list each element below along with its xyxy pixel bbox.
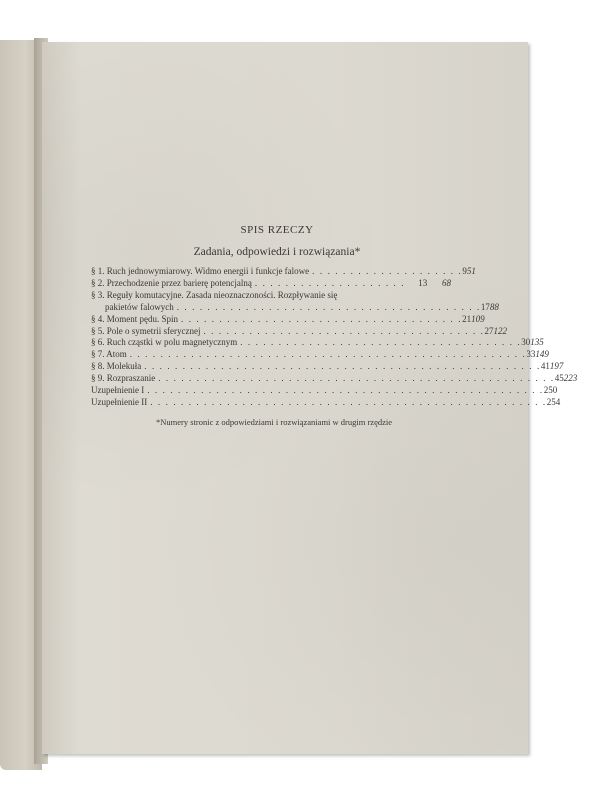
toc-entry-label: § 6. Ruch cząstki w polu magnetycznym	[91, 337, 238, 348]
toc-entry-page: 21	[462, 313, 472, 324]
toc-entry-label: § 4. Moment pędu. Spin	[91, 313, 178, 324]
toc-row: § 6. Ruch cząstki w polu magnetycznym . . . . . . . . . . . . . . . . . . . . . . . . . . . . . . . . . . . . . 30 135	[91, 337, 544, 348]
toc-entry-answer-page: 223	[563, 373, 578, 384]
toc-subtitle: Zadania, odpowiedzi i rozwiązania*	[193, 246, 361, 258]
toc-footnote: *Numery stronic z odpowiedziami i rozwiązaniami w drugim rzędzie	[155, 416, 393, 427]
toc-entry-answer-page: 88	[489, 301, 499, 312]
toc-entry-answer-page: 149	[535, 349, 549, 360]
toc-entry-page: 250	[543, 385, 558, 396]
toc-entry-label: pakietów falowych	[105, 301, 174, 312]
toc-row: § 8. Molekuła . . . . . . . . . . . . . . . . . . . . . . . . . . . . . . . . . . . . . . . . . . . . . . . . . . . . 41 197	[91, 361, 564, 372]
toc-row: § 2. Przechodzenie przez barierę potencjalną . . . . . . . . . . . . . . . . . . . . 13 68	[91, 277, 451, 288]
toc-entry-page: 30	[521, 337, 531, 348]
toc-entry-page: 254	[546, 396, 561, 407]
book-page	[42, 42, 578, 754]
toc-entry-label: § 7. Atom	[91, 349, 127, 360]
toc-entry-answer-page: 109	[471, 313, 485, 324]
toc-row	[91, 290, 451, 302]
toc-list	[91, 266, 578, 409]
toc-row: § 4. Moment pędu. Spin . . . . . . . . . . . . . . . . . . . . . . . . . . . . . . . . . . . . . 21 109	[91, 313, 485, 324]
toc-entry-label: Uzupełnienie II	[91, 396, 148, 407]
toc-entry-page: 13	[418, 277, 428, 288]
toc-entry-page: 33	[526, 349, 536, 360]
toc-row: § 9. Rozpraszanie . . . . . . . . . . . . . . . . . . . . . . . . . . . . . . . . . . . . . . . . . . . . . . . . . . . . 45 223	[91, 373, 578, 384]
toc-entry-page: 9	[462, 266, 467, 276]
toc-entry-answer-page: 135	[530, 337, 544, 348]
toc-entry-page: 17	[480, 301, 490, 312]
toc-row: § 5. Pole o symetrii sferycznej . . . . . . . . . . . . . . . . . . . . . . . . . . . . . . . . . . . . . 27 122	[91, 325, 508, 336]
toc-entry-page: 41	[540, 361, 550, 372]
toc-entry-answer-page: 197	[549, 361, 564, 372]
toc-entry-label: § 9. Rozpraszanie	[91, 373, 156, 384]
toc-entry-label: Uzupełnienie I	[91, 385, 145, 396]
toc-entry-answer-page: 122	[493, 325, 508, 336]
toc-entry-answer-page: 68	[442, 277, 451, 288]
toc-entry-page: 45	[554, 373, 564, 384]
toc-entry-label: § 3. Reguły komutacyjne. Zasada nieoznaczoności. Rozpływanie się	[91, 289, 338, 300]
toc-entry-label: § 5. Pole o symetrii sferycznej	[91, 325, 201, 336]
toc-title: SPIS RZECZY	[240, 224, 314, 236]
toc-row: Uzupełnienie I . . . . . . . . . . . . . . . . . . . . . . . . . . . . . . . . . . . . . . . . . . . . . . . . . . . . 250	[91, 385, 558, 396]
toc-row: Uzupełnienie II . . . . . . . . . . . . . . . . . . . . . . . . . . . . . . . . . . . . . . . . . . . . . . . . . . . . 254	[91, 396, 561, 407]
toc-entry-answer-page: 51	[466, 266, 476, 276]
toc-row: § 7. Atom . . . . . . . . . . . . . . . . . . . . . . . . . . . . . . . . . . . . . . . . . . . . . . . . . . . . 33 149	[91, 349, 549, 360]
table-of-contents	[91, 224, 578, 427]
toc-row: pakietów falowych . . . . . . . . . . . . . . . . . . . . . . . . . . . . . . . . . . . . . . . . 17 88	[105, 301, 499, 312]
toc-entry-page: 27	[484, 325, 494, 336]
toc-entry-label: § 2. Przechodzenie przez barierę potencjalną	[91, 277, 252, 288]
toc-row: § 1. Ruch jednowymiarowy. Widmo energii i funkcje falowe . . . . . . . . . . . . . . . . . . . . 9 51	[91, 266, 476, 276]
toc-entry-label: § 1. Ruch jednowymiarowy. Widmo energii i funkcje falowe	[91, 266, 310, 276]
toc-entry-label: § 8. Molekuła	[91, 361, 142, 372]
